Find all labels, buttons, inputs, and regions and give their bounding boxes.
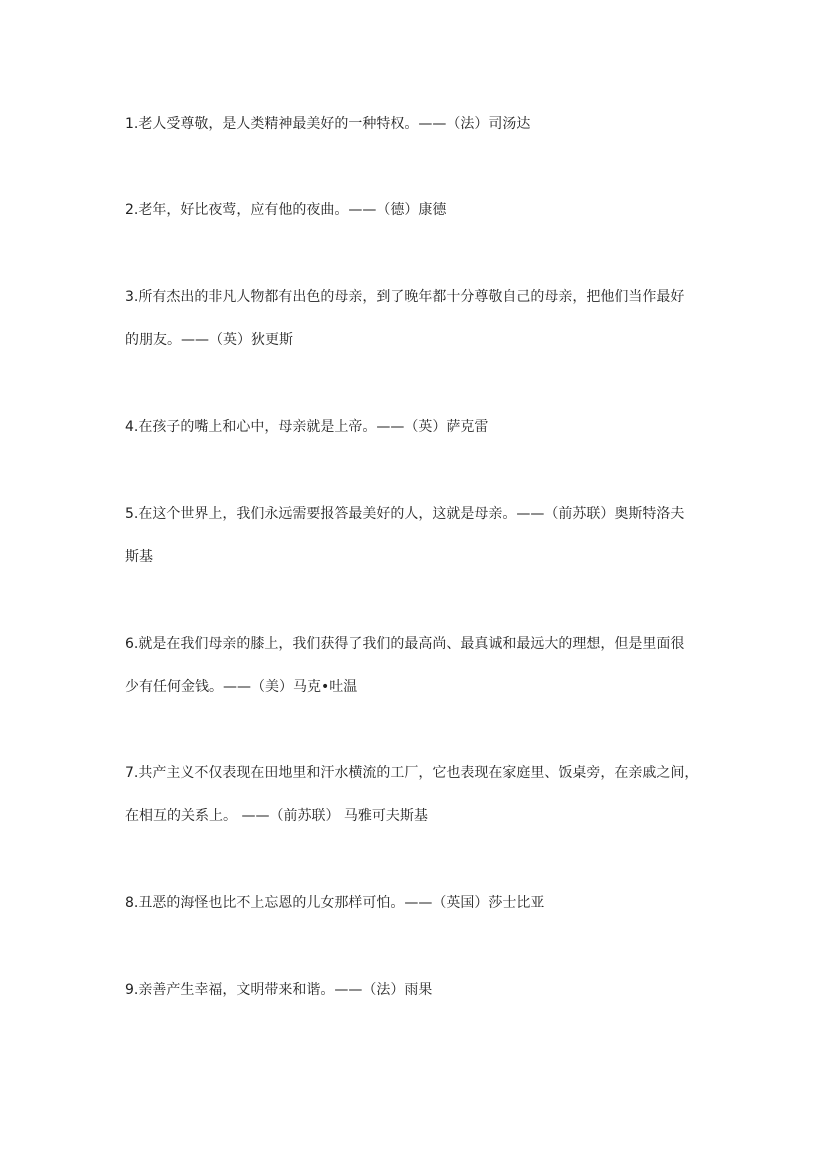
quote-3-line-1: 3.所有杰出的非凡人物都有出色的母亲，到了晚年都十分尊敬自己的母亲，把他们当作最好	[125, 289, 685, 305]
quote-3-line-2: 的朋友。——（英）狄更斯	[125, 332, 293, 348]
quote-8-line-1: 8.丑恶的海怪也比不上忘恩的儿女那样可怕。——（英国）莎士比亚	[125, 895, 545, 911]
quote-7-line-1: 7.共产主义不仅表现在田地里和汗水横流的工厂，它也表现在家庭里、饭桌旁，在亲戚之间，	[125, 765, 699, 781]
quote-1-line-1: 1.老人受尊敬，是人类精神最美好的一种特权。——（法）司汤达	[125, 116, 531, 132]
quote-5-line-1: 5.在这个世界上，我们永远需要报答最美好的人，这就是母亲。——（前苏联）奥斯特洛夫	[125, 506, 685, 522]
quote-2-line-1: 2.老年，好比夜莺，应有他的夜曲。——（德）康德	[125, 202, 447, 218]
quote-6-line-1: 6.就是在我们母亲的膝上，我们获得了我们的最高尚、最真诚和最远大的理想，但是里面很	[125, 636, 685, 652]
quote-9-line-1: 9.亲善产生幸福，文明带来和谐。——（法）雨果	[125, 982, 433, 998]
quote-5-line-2: 斯基	[125, 549, 153, 565]
quote-6-line-2: 少有任何金钱。——（美）马克•吐温	[125, 679, 358, 695]
quote-4-line-1: 4.在孩子的嘴上和心中，母亲就是上帝。——（英）萨克雷	[125, 419, 489, 435]
quote-7-line-2: 在相互的关系上。 ——（前苏联） 马雅可夫斯基	[125, 808, 428, 824]
